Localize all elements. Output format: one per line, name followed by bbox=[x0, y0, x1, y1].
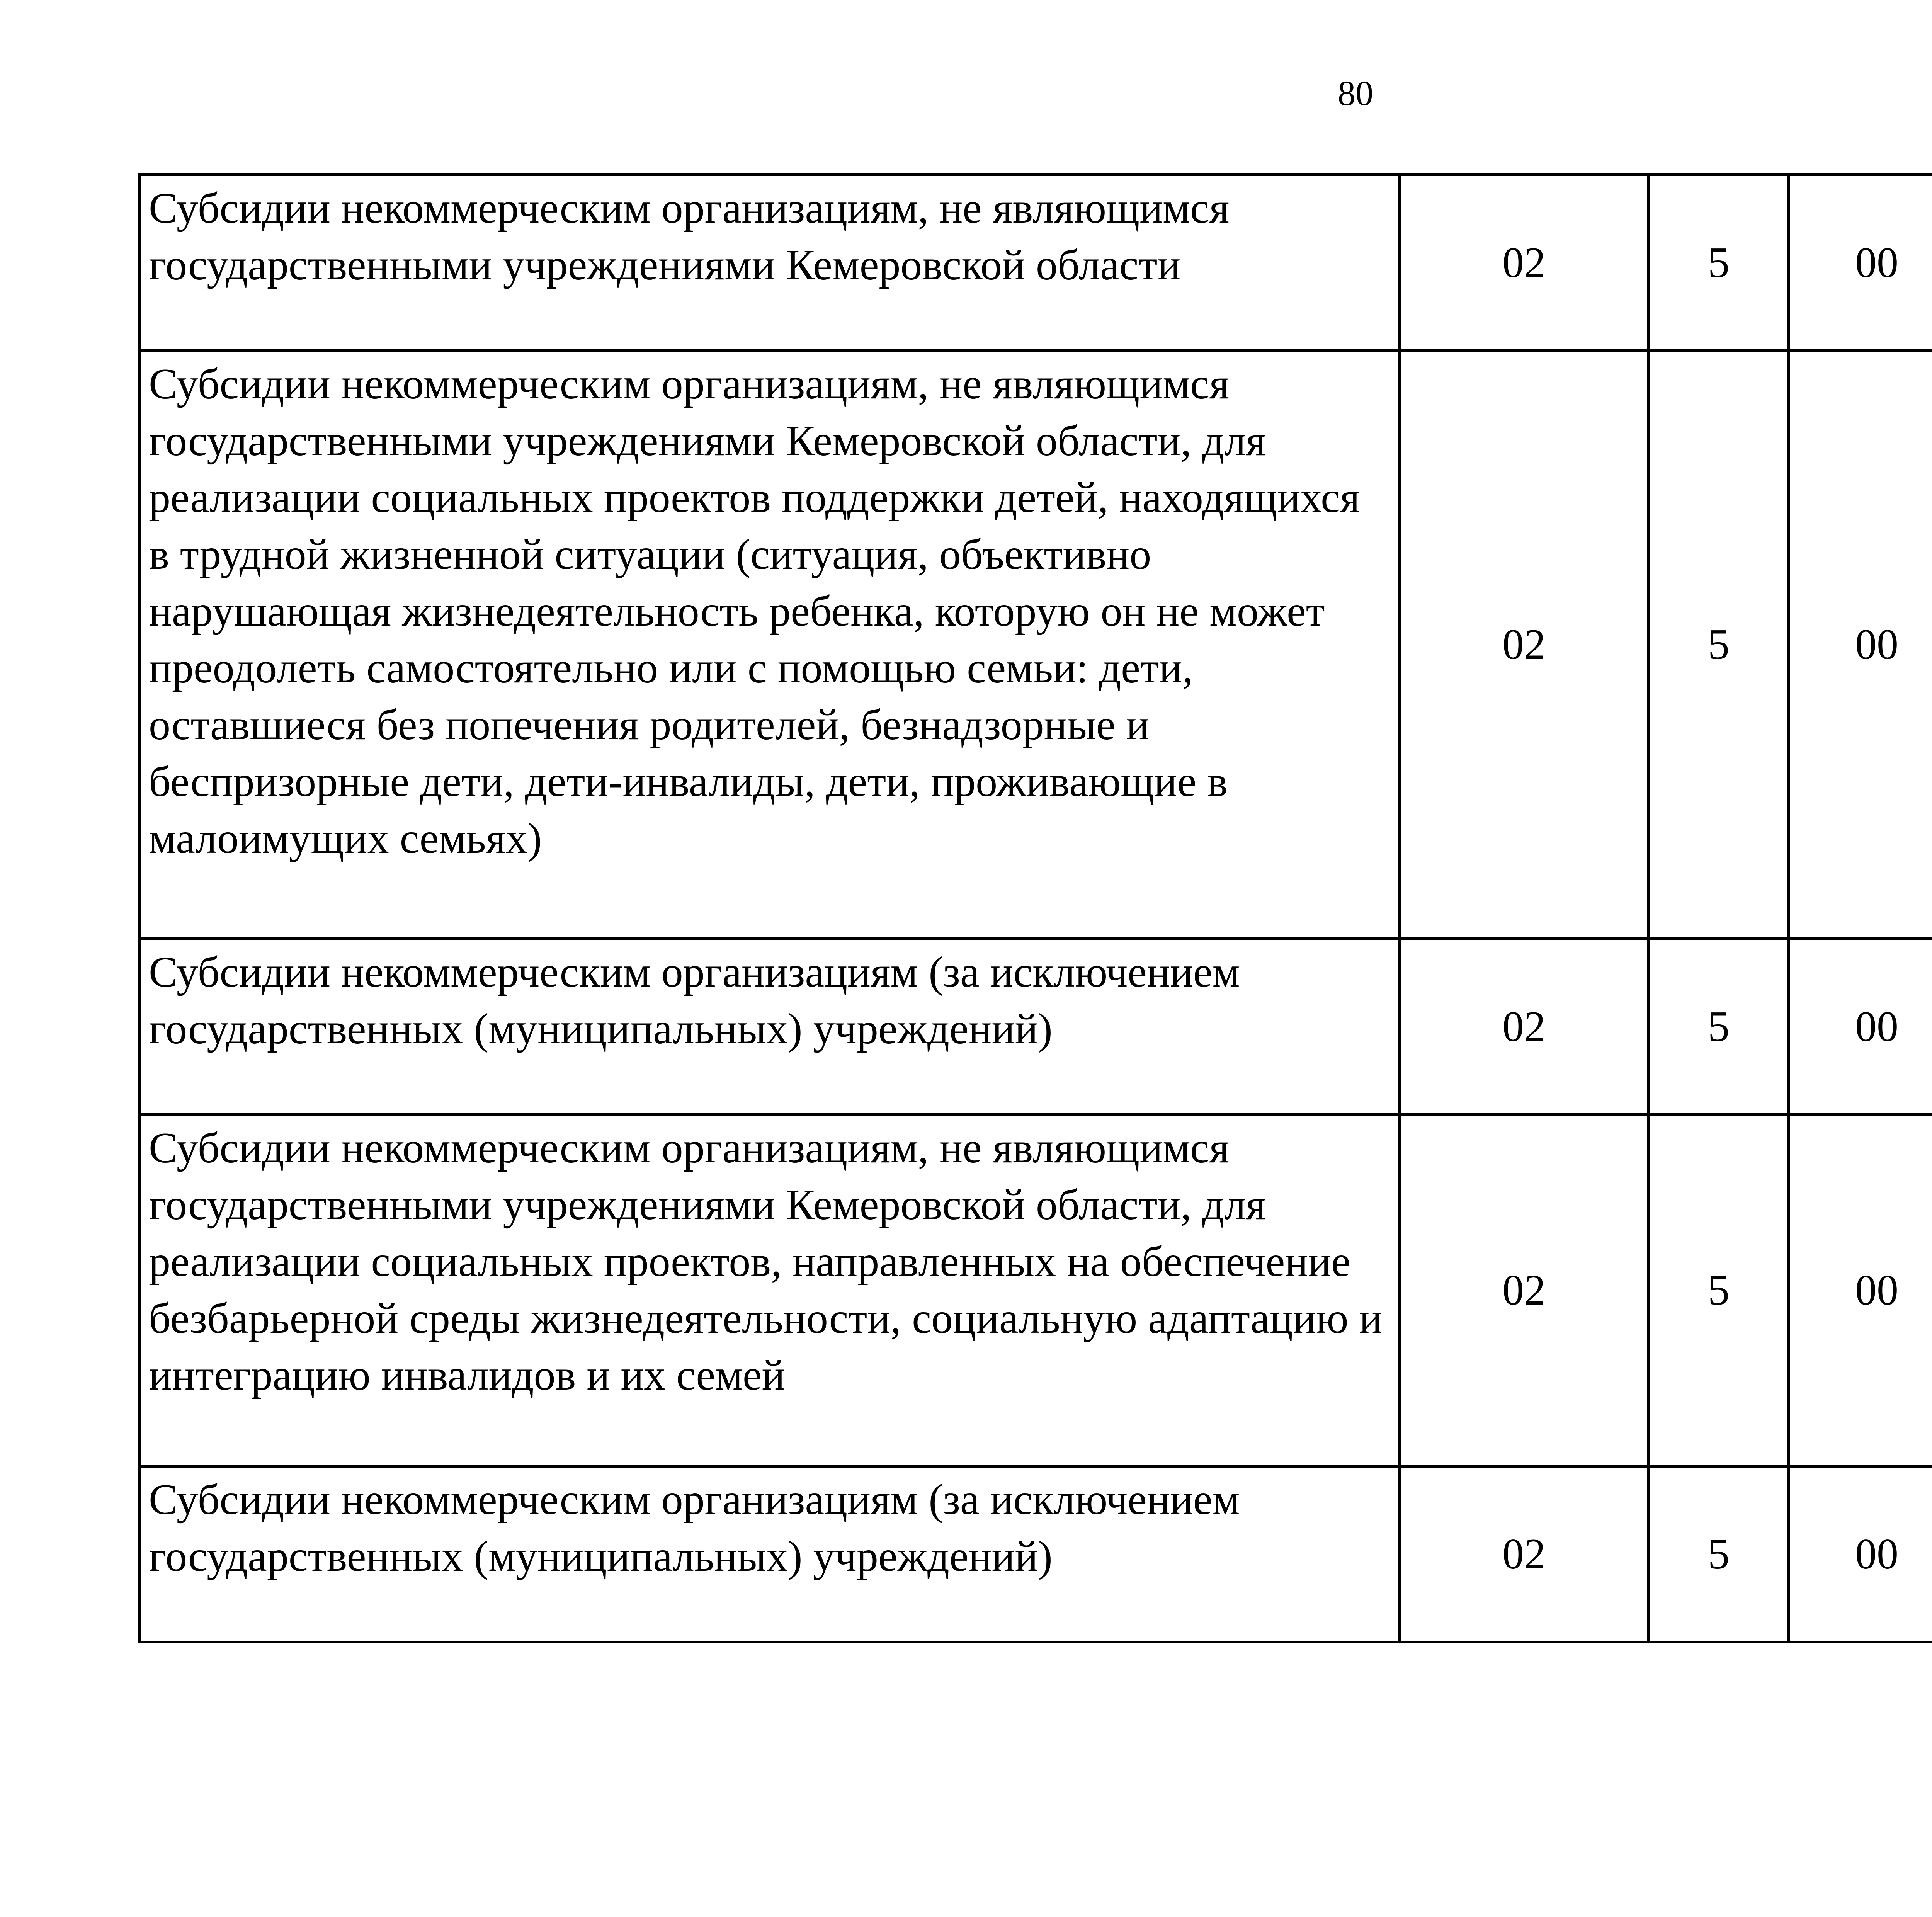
section-code: 02 bbox=[1400, 351, 1649, 939]
group-code: 00 bbox=[1789, 175, 1932, 351]
section-code: 02 bbox=[1400, 175, 1649, 351]
subprogram-code: 5 bbox=[1649, 1115, 1789, 1466]
group-code: 00 bbox=[1789, 1466, 1932, 1642]
budget-table bbox=[138, 173, 1932, 1643]
table-row bbox=[140, 1466, 1932, 1642]
table-row bbox=[140, 351, 1932, 939]
group-code: 00 bbox=[1789, 351, 1932, 939]
page-number: 80 bbox=[1338, 73, 1373, 113]
row-description: Субсидии некоммерческим организациям, не являющимся государственными учреждениями Кемеровской области bbox=[140, 175, 1400, 351]
row-description: Субсидии некоммерческим организациям, не являющимся государственными учреждениями Кемеровской области, для реализации социальных проектов поддержки детей, находящихся в трудной жизненной ситуации (ситуация, объективно нарушающая жизнедеятельность ребенка, которую он не может преодолеть самостоятельно или с помощью семьи: дети, оставшиеся без попечения родителей, безнадзорные и беспризорные дети, дети-инвалиды, дети, проживающие в малоимущих семьях) bbox=[140, 351, 1400, 939]
row-description: Субсидии некоммерческим организациям (за исключением государственных (муниципальных) учреждений) bbox=[140, 939, 1400, 1115]
table-row bbox=[140, 175, 1932, 351]
table-row bbox=[140, 939, 1932, 1115]
subprogram-code: 5 bbox=[1649, 175, 1789, 351]
row-description: Субсидии некоммерческим организациям, не являющимся государственными учреждениями Кемеровской области, для реализации социальных проектов, направленных на обеспечение безбарьерной среды жизнедеятельности, социальную адаптацию и интеграцию инвалидов и их семей bbox=[140, 1115, 1400, 1466]
section-code: 02 bbox=[1400, 1466, 1649, 1642]
section-code: 02 bbox=[1400, 1115, 1649, 1466]
section-code: 02 bbox=[1400, 939, 1649, 1115]
subprogram-code: 5 bbox=[1649, 1466, 1789, 1642]
group-code: 00 bbox=[1789, 939, 1932, 1115]
subprogram-code: 5 bbox=[1649, 351, 1789, 939]
table-row bbox=[140, 1115, 1932, 1466]
subprogram-code: 5 bbox=[1649, 939, 1789, 1115]
row-description: Субсидии некоммерческим организациям (за исключением государственных (муниципальных) учреждений) bbox=[140, 1466, 1400, 1642]
group-code: 00 bbox=[1789, 1115, 1932, 1466]
